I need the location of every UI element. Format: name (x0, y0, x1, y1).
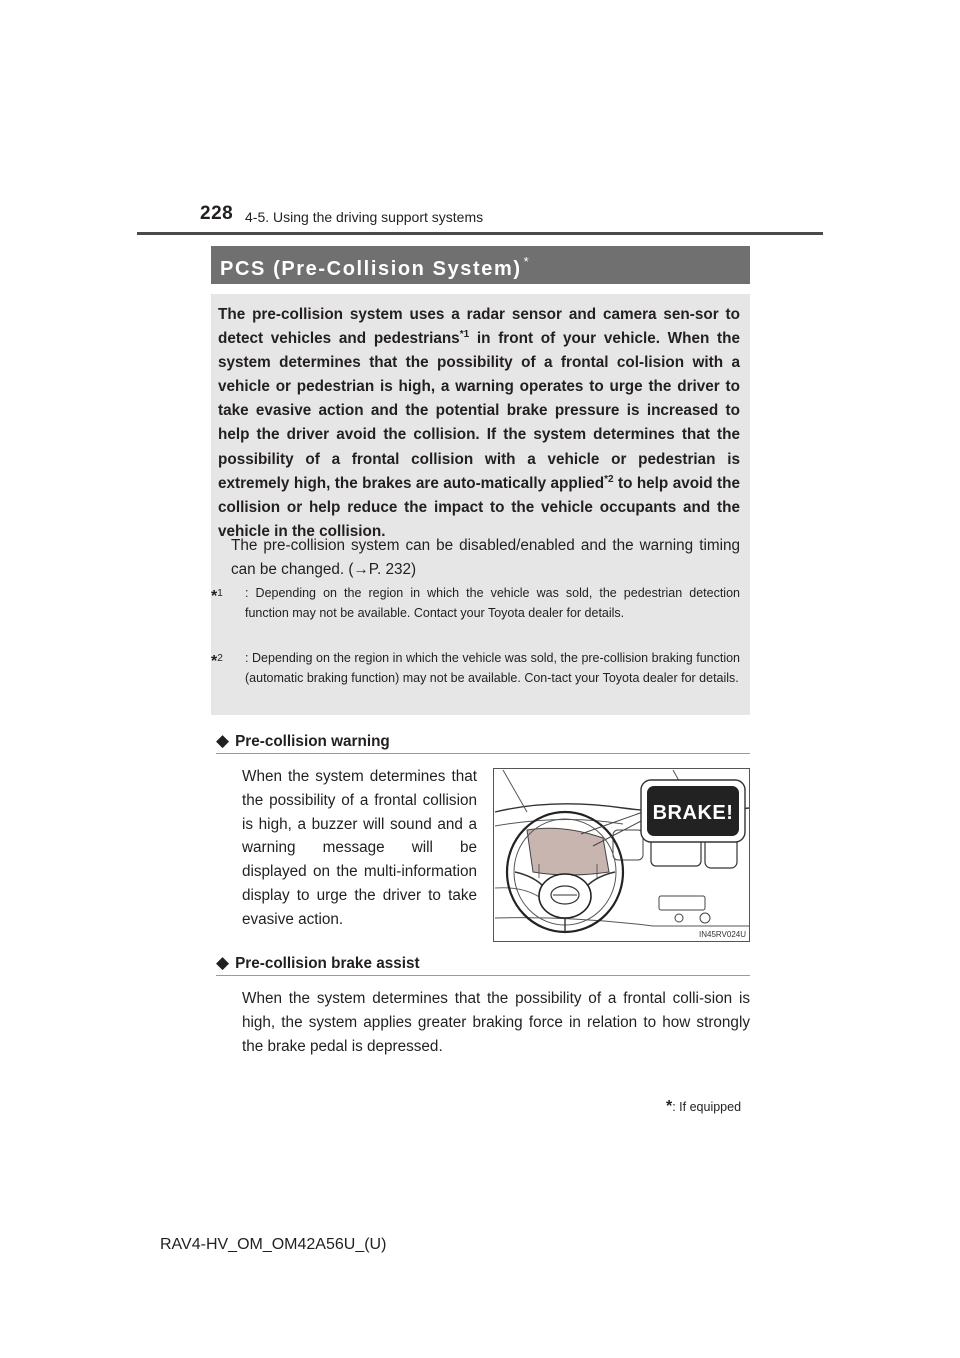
arrow-icon: → (353, 561, 369, 578)
page-reference-link[interactable]: P. 232) (368, 561, 417, 578)
warning-heading-text: Pre-collision warning (235, 733, 390, 750)
footnote-marker (211, 649, 244, 673)
page-title-text: PCS (Pre-Collision System) (220, 258, 522, 280)
footnote-ref-1: *1 (459, 329, 470, 340)
illustration-code: IN45RV024U (699, 930, 746, 939)
settings-note-text: The pre-collision system can be disabled/enabled and the warning timing can be changed. ( (231, 537, 740, 578)
intro-text-part1: The pre-collision system uses a radar sensor and camera sen-sor to detect vehicles and pedestrians (218, 306, 740, 348)
diamond-icon: ◆ (216, 731, 230, 750)
assist-rule (216, 975, 750, 976)
brake-warning-message: BRAKE! (652, 802, 734, 824)
intro-box (211, 294, 750, 715)
section-title: 4-5. Using the driving support systems (245, 209, 484, 225)
diamond-icon: ◆ (216, 953, 230, 972)
settings-note (231, 534, 740, 582)
footnote-text: : Depending on the region in which the vehicle was sold, the pedestrian detection function may not be available. Contact your Toyota dealer for details. (245, 586, 740, 620)
asterisk-icon: * (211, 653, 218, 670)
asterisk-icon: * (666, 1098, 673, 1115)
if-equipped-marker: * (523, 254, 531, 269)
assist-text: When the system determines that the possibility of a frontal colli-sion is high, the system applies greater braking force in relation to how strongly the brake pedal is depressed. (242, 990, 750, 1055)
warning-rule (216, 753, 750, 754)
dashboard-drawing (493, 768, 750, 942)
warning-heading (216, 731, 390, 751)
assist-heading-text: Pre-collision brake assist (235, 955, 420, 972)
asterisk-icon: * (211, 588, 218, 605)
page-number: 228 (200, 203, 234, 224)
footnote-number: 2 (217, 653, 223, 664)
document-code: RAV4-HV_OM_OM42A56U_(U) (160, 1236, 387, 1253)
intro-paragraph (218, 303, 740, 544)
dashboard-illustration (493, 768, 750, 942)
equipped-note-text: : If equipped (672, 1100, 742, 1114)
intro-text-part3: to help avoid the collision or help reduce the impact to the vehicle occupants and the vehicle in the collision. (218, 474, 740, 540)
footnote-ref-2: *2 (604, 473, 614, 485)
footnote-text: : Depending on the region in which the vehicle was sold, the pre-collision braking function (automatic braking function) may not be available. Con-tact your Toyota dealer for details. (245, 651, 740, 685)
intro-text-part2: in front of your vehicle. When the system determines that the possibility of a frontal col-lision with a vehicle or pedestrian is high, a warning operates to urge the driver to take evasive action and the potential brake pressure is increased to help the driver avoid the collision. If the system determines that the possibility of a frontal collision with a vehicle or pedestrian is extremely high, the brakes are auto-matically applied (218, 330, 740, 492)
warning-text: When the system determines that the possibility of a frontal collision is high, a buzzer will sound and a warning message will be displayed on the multi-information display to urge the driver to take evasive action. (242, 768, 477, 928)
title-bar (211, 246, 750, 284)
assist-heading (216, 953, 420, 973)
footnote-2 (211, 649, 740, 688)
footnote-1 (211, 584, 740, 623)
equipped-note (666, 1098, 741, 1116)
page-title (220, 254, 530, 281)
footnote-number: 1 (217, 588, 223, 599)
header-rule (137, 232, 823, 235)
footnote-marker (211, 584, 244, 608)
